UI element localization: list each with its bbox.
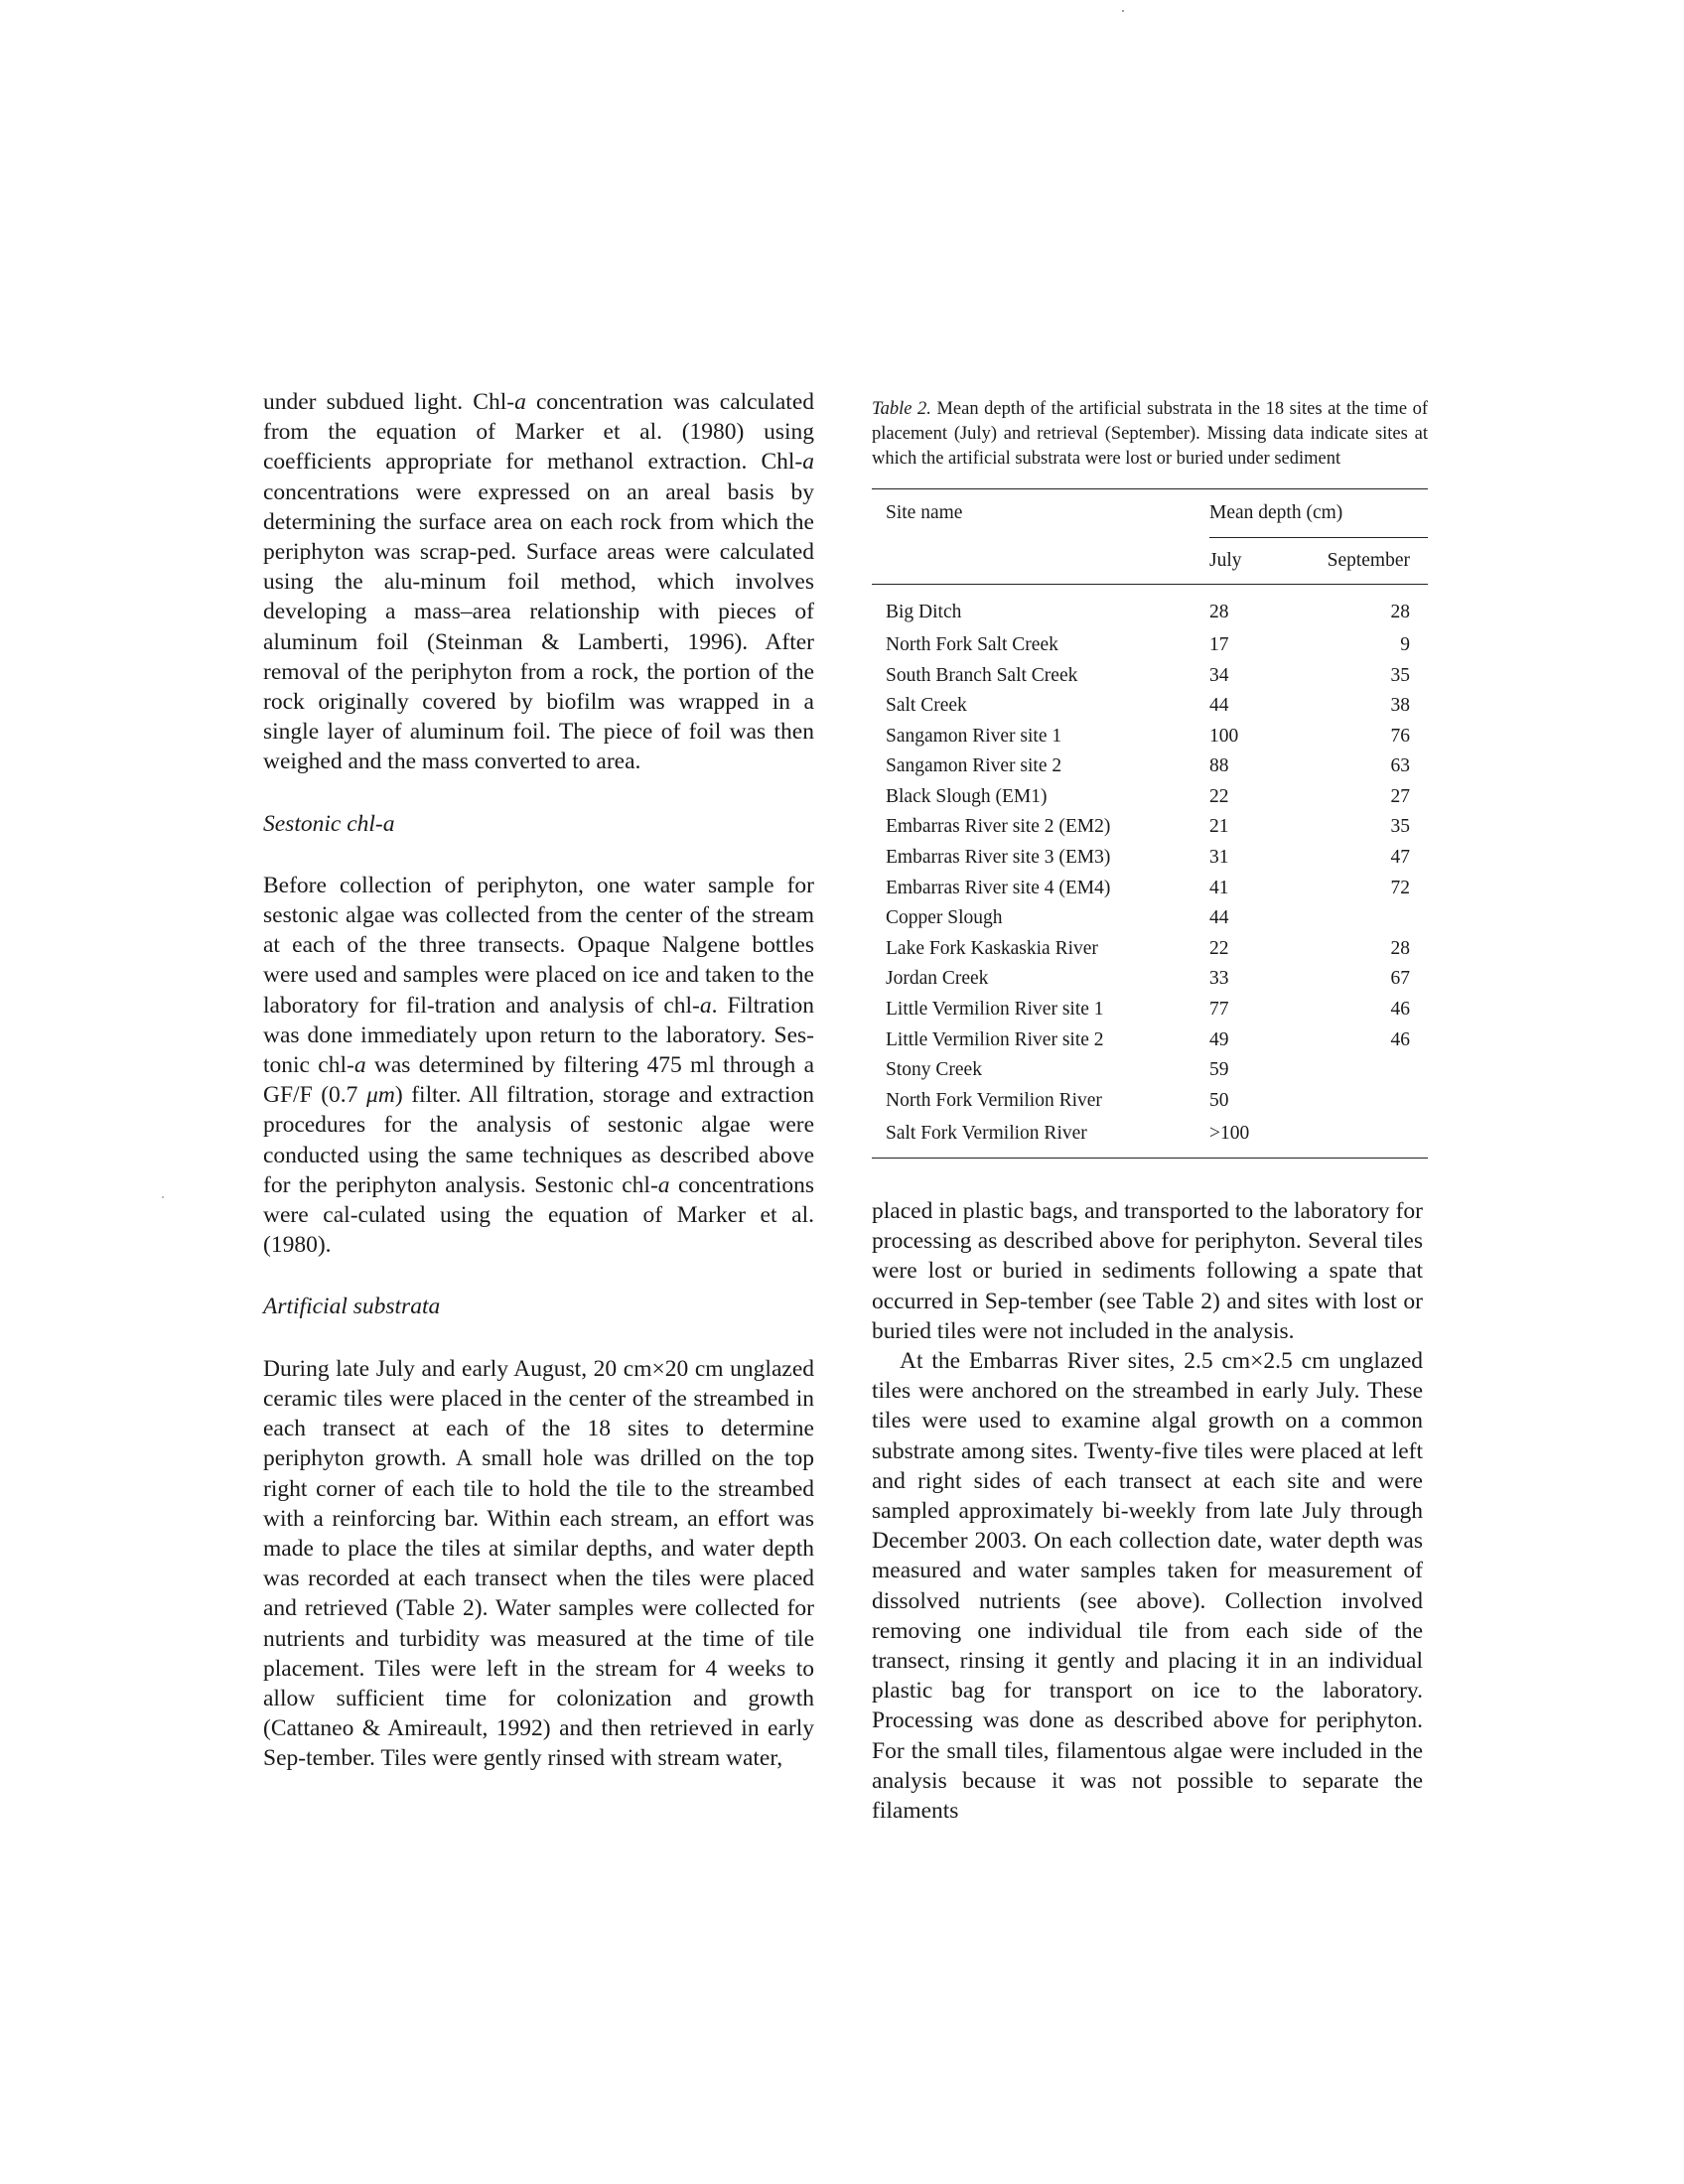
header-site-name: Site name [886,501,963,523]
table-row: Salt Creek 44 38 [886,695,1410,717]
table-row: Stony Creek 59 [886,1059,1229,1081]
header-mean-depth: Mean depth (cm) [1209,501,1343,523]
table-row: Embarras River site 3 (EM3) 31 47 [886,847,1410,869]
right-column [872,1196,1423,1826]
header-july: July [1209,537,1299,584]
table-row: Embarras River site 4 (EM4) 41 72 [886,877,1410,898]
table-row: North Fork Vermilion River 50 [886,1089,1229,1111]
paragraph-artificial-substrata: During late July and early August, 20 cm×20 cm unglazed ceramic tiles were placed in the center of the streambed in each transect at each of the 18 sites to determine periphyton growth. A small hole was drilled on the top right corner of each tile to hold the tile to the streambed with a reinforcing bar. Within each stream, an effort was made to place the tiles at similar depths, and water depth was recorded at each transect when the tiles were placed and retrieved (Table 2). Water samples were collected for nutrients and turbidity was measured at the time of tile placement. Tiles were left in the stream for 4 weeks to allow sufficient time for colonization and growth (Cattaneo & Amireault, 1992) and then retrieved in early Sep-tember. Tiles were gently rinsed with stream water, [263,1355,814,1772]
table-2 [872,397,1428,1159]
paragraph-embarras-tiles: At the Embarras River sites, 2.5 cm×2.5 cm unglazed tiles were anchored on the streambed in early July. These tiles were used to examine algal growth on a common substrate among sites. Twenty-five tiles were placed at left and right sides of each transect at each site and were sampled approximately bi-weekly from late July through December 2003. On each collection date, water depth was measured and water samples taken for measurement of dissolved nutrients (see above). Collection involved removing one individual tile from each side of the transect, rinsing it gently and placing it in an individual plastic bag for transport on ice to the laboratory. Processing was done as described above for periphyton. For the small tiles, filamentous algae were included in the analysis because it was not possible to separate the filaments [872,1348,1423,1825]
depth-table [872,488,1428,1160]
table-row: Sangamon River site 2 88 63 [886,755,1410,777]
header-september: September [1299,537,1428,584]
scan-speck [1122,10,1124,12]
table-row: North Fork Salt Creek 17 9 [886,633,1410,655]
table-row: Little Vermilion River site 2 49 46 [886,1028,1410,1050]
table-row: Sangamon River site 1 100 76 [886,725,1410,747]
scan-speck [162,1196,164,1198]
table-row: Lake Fork Kaskaskia River 22 28 [886,937,1410,959]
table-row: Embarras River site 2 (EM2) 21 35 [886,816,1410,838]
table-row: Copper Slough 44 [886,907,1229,929]
table-row: South Branch Salt Creek 34 35 [886,664,1410,686]
table-label: Table 2. [872,399,931,419]
table-row: Big Ditch 28 28 [886,601,1410,622]
paragraph-chl-a-method: under subdued light. Chl-a concentration was calculated from the equation of Marker et al. (1980) using coefficients appropriate for methanol extraction. Chl-a concentrations were expressed on an areal basis by determining the surface area on each rock from which the periphyton was scrap-ped. Surface areas were calculated using the alu-minum foil method, which involves developing a mass–area relationship with pieces of aluminum foil (Steinman & Lamberti, 1996). After removal of the periphyton from a rock, the portion of the rock originally covered by biofilm was wrapped in a single layer of aluminum foil. The piece of foil was then weighed and the mass converted to area. [263,389,814,775]
left-column [263,387,814,1774]
paragraph-sestonic: Before collection of periphyton, one water sample for sestonic algae was collected from the center of the stream at each of the three transects. Opaque Nalgene bottles were used and samples were placed on ice and taken to the laboratory for fil-tration and analysis of chl-a. Filtration was done immediately upon return to the laboratory. Ses-tonic chl-a was determined by filtering 475 ml through a GF/F (0.7 μm) filter. All filtration, storage and extraction procedures for the analysis of sestonic algae were conducted using the same techniques as described above for the periphyton analysis. Sestonic chl-a concentrations were cal-culated using the equation of Marker et al. (1980). [263,872,815,1259]
table-caption: Table 2. Mean depth of the artificial substrata in the 18 sites at the time of placement (July) and retrieval (September). Missing data indicate sites at which the artificial substrata were lost or buried under sediment [872,399,1429,470]
table-row: Little Vermilion River site 1 77 46 [886,999,1410,1021]
paragraph-tile-transport: placed in plastic bags, and transported to the laboratory for processing as described above for periphyton. Several tiles were lost or buried in sediments following a spate that occurred in Sep-tember (see Table 2) and sites with lost or buried tiles were not included in the analysis. [872,1198,1423,1344]
section-heading-sestonic: Sestonic chl-a [263,810,395,837]
section-heading-artificial-substrata: Artificial substrata [263,1294,441,1320]
table-row: Salt Fork Vermilion River >100 [886,1123,1250,1145]
table-row: Jordan Creek 33 67 [886,968,1410,990]
table-row: Black Slough (EM1) 22 27 [886,785,1410,807]
